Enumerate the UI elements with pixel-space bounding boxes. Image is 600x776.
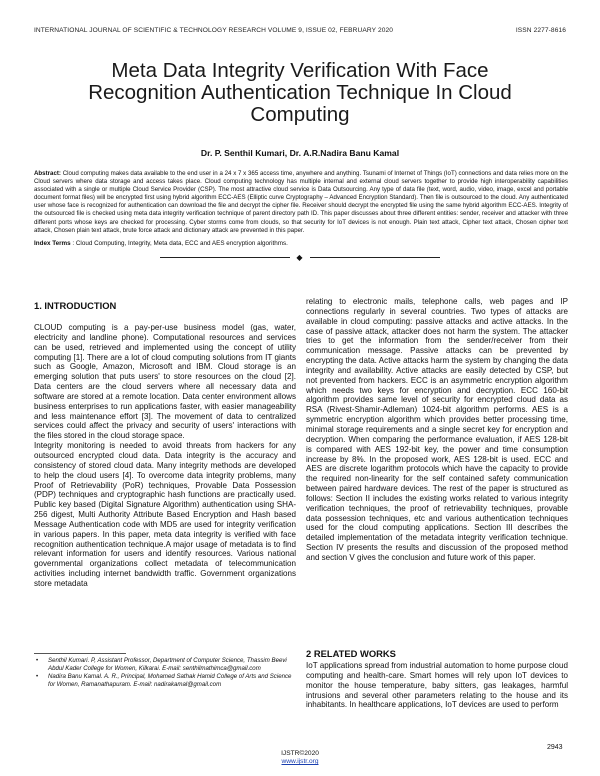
footnote-2: [34, 673, 296, 689]
related-works-heading: 2 RELATED WORKS: [306, 648, 396, 659]
index-terms-label: Index Terms: [34, 240, 71, 247]
footnote-1: [34, 657, 296, 673]
abstract-label: Abstract:: [34, 170, 61, 177]
abstract: [34, 170, 568, 235]
title-line-2: Recognition Authentication Technique In Cloud: [88, 81, 512, 104]
divider-line-right: [310, 257, 440, 258]
introduction-heading: 1. INTRODUCTION: [34, 300, 117, 311]
abstract-text: Cloud computing makes data available to the end user in a 24 x 7 x 365 access time, anywhere and anything. Tsunami of Internet of Things (IoT) connections and data relies more on the Cloud servers where data storage and access takes place. Cloud computing technology has multiple internal and external cloud servers together to provide high interoperability capabilities associated with a single or multiple Cloud Service Provider (CSP). The most attractive cloud service is Data Outsourcing. Any type of data file (text, word, audio, video, image, excel and portable document format files) will be encrypted first using hybrid algorithm ECC-AES (Elliptic curve Cryptography – Advanced Encryption Standard). Then file is outsourced to the cloud. Any authenticated user whose face is recognized for authentication can download the file and decrypt the cipher file. Receiver should decrypt the encrypted file using the same hybrid algorithm ECC-AES. Integrity of the outsourced file is checked using meta data integrity verification technique of parent directory path ID. This paper discusses about three different entities: sender, receiver and attacker with three different ports whose keys are checked for processing. Cyber storms come from clouds, so that security for IoT devices is not enough. Plain text attack, Cipher text attack, Chosen cipher text attack, Chosen plain text attack, brute force attack and dictionary attack are prevented in this paper.: [34, 170, 568, 234]
title-line-1: Meta Data Integrity Verification With Face: [111, 59, 489, 82]
column-right: [306, 297, 568, 563]
issn: ISSN 2277-8616: [515, 27, 566, 34]
index-terms: [34, 240, 568, 248]
footnotes: [34, 657, 296, 689]
title-line-3: Computing: [250, 103, 350, 126]
footnote-1-text: Senthil Kumari. P, Assistant Professor, Department of Computer Science, Thassim Beevi Abdul Kader College for Women, Kilkarai. E-mail: senthilmathimca@gmail.com: [48, 657, 287, 673]
intro-paragraph-2: Integrity monitoring is needed to avoid threats from hackers for any outsourced encrypted cloud data. Data integrity is the accuracy and consistency of stored cloud data. Many integrity methods are developed to help the cloud users [4]. To overcome data integrity problems, many Proof of Retrievability (PoR) techniques, Provable Data Possession (PDP) techniques and cryptographic hash functions are practically used. Public key based (Digital Signature Algorithm) authentication using SHA-256 digest, Multi Authority Attribute Based Encryption and Hash based Message Authentication code with MD5 are used for integrity verification in various papers. In this paper, meta data integrity is verified with face recognition authentication technique.A major usage of metadata is to find relevant information for users and identify resources. Various national governmental organizations collect metadata of telecommunication activities including internet bandwidth traffic. Government organizations store metadata: [34, 441, 296, 588]
page-footer: [0, 750, 600, 766]
related-works-body: [306, 661, 568, 710]
footnote-rule: [34, 653, 126, 654]
journal-info: INTERNATIONAL JOURNAL OF SCIENTIFIC & TECHNOLOGY RESEARCH VOLUME 9, ISSUE 02, FEBRUARY 2020: [34, 27, 394, 34]
bullet-icon: •: [36, 673, 39, 681]
related-works-paragraph-1: IoT applications spread from industrial automation to home purpose cloud computing and health-care. Smart homes will rely upon IoT devices to monitor the house temperature, baby sitters, gas leakages, harmful intrusions and several other parameters relating to the house and its inhabitants. In healthcare applications, IoT devices are used to perform: [306, 661, 568, 710]
footnote-2-text: Nadira Banu Kamal. A. R., Principal, Mohamed Sathak Hamid College of Arts and Science for Women, Ramanathapuram. E-mail: nadirakamal@gmail.com: [48, 673, 292, 689]
page-number: 2943: [547, 744, 563, 751]
section-divider: [160, 254, 440, 262]
bullet-icon: •: [36, 657, 39, 664]
intro-continued-paragraph: relating to electronic mails, telephone calls, web pages and IP connections regularly in several countries. Two types of attacks are available in cloud computing: passive attacks and active attacks. In the case of passive attack, attacker does not harm the system. The attacker tries to get the information from the sender/receiver from their communication message. Passive attacks can be prevented by encrypting the data. Active attacks harm the system by changing the data integrity and availability. Active attacks are easily detected by CSP, but not prevented from hackers. ECC is an asymmetric encryption algorithm which needs two keys for encryption and decryption. ECC 160-bit algorithm provides same level of security for encrypted cloud data as RSA (Rivest-Shamir-Adleman) 1024-bit algorithm performs. AES is a symmetric encryption algorithm which provides better processing time, minimal storage requirements and a single secret key for encryption and decryption. When comparing the performance evaluation, if AES 128-bit is compared with AES 192-bit key, the power and time consumption increase by 8%. In the proposed work, AES 128-bit is used. ECC and AES are discrete logarithm protocols which have the capacity to provide the required non-linearity for the self contained safety communication between paired hardware devices. The rest of the paper is structured as follows: Section II includes the existing works related to various integrity verification techniques, the proof of retrievability techniques, provable data possession techniques, etc and various authentication techniques used for the cloud computing applications. Section III describes the detailed implementation of the metadata integrity verification technique. Section IV presents the results and discussion of the proposed method and section V gives the conclusion and future work of this paper.: [306, 297, 568, 562]
column-left: [34, 323, 296, 589]
authors: Dr. P. Senthil Kumari, Dr. A.R.Nadira Banu Kamal: [200, 148, 400, 158]
intro-paragraph-1: CLOUD computing is a pay-per-use business model (gas, water, electricity and landline phone). Computational resources and services can be used, retrieved and implemented using the concept of utility computing [1]. There are a lot of cloud computing solutions from IT giants such as Google, Amazon, Microsoft and IBM. Cloud storage is an emerging solution that puts users' to store resources on the cloud [2]. Data centers are the cloud servers where all necessary data and software are stored at a remote location. Data center environment allows business enterprises to run applications faster, with easier manageability and less maintenance effort [3]. The movement of data to centralized services could affect the privacy and security of users' interactions with the files stored in the cloud storage space.: [34, 323, 296, 441]
journal-website-link[interactable]: www.ijstr.org: [281, 758, 319, 765]
publisher: IJSTR©2020: [281, 750, 319, 757]
index-terms-text: : Cloud Computing, Integrity, Meta data, ECC and AES encryption algorithms.: [70, 240, 288, 247]
divider-diamond: ◆: [296, 253, 303, 262]
paper-title: [40, 60, 560, 126]
divider-line-left: [160, 257, 290, 258]
